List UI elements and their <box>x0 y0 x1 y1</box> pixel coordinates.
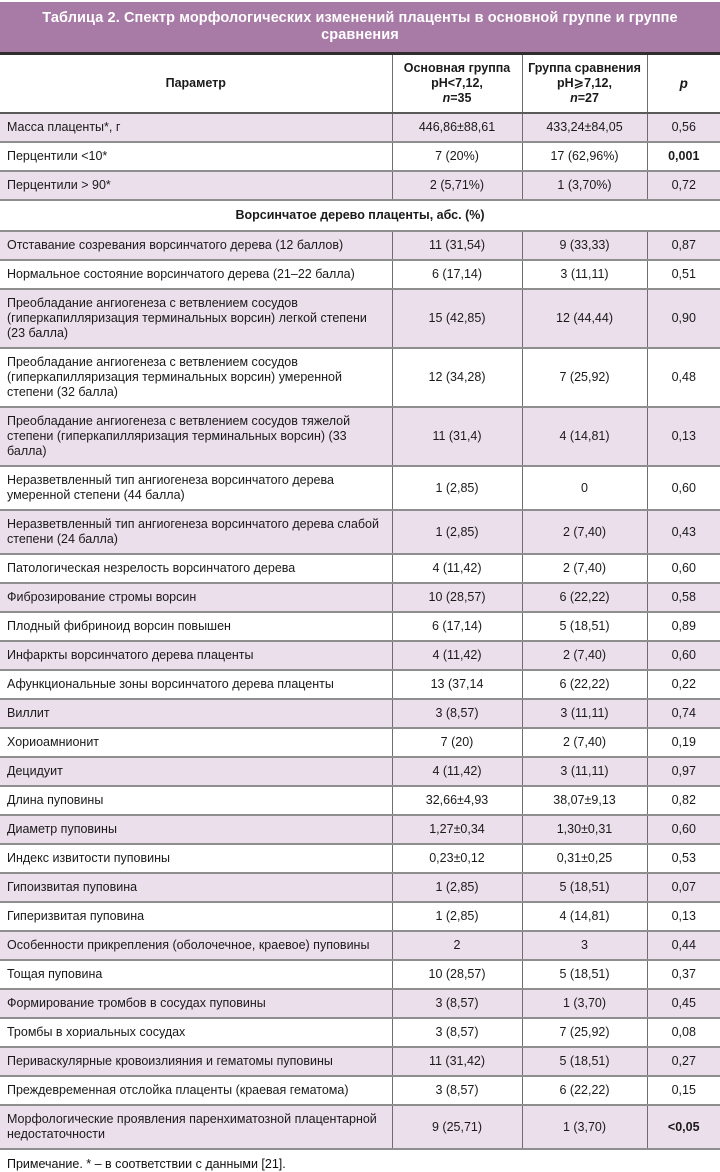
parameter-cell: Преобладание ангиогенеза с ветвлением сосудов (гиперкапилляризация терминальных ворсин) легкой степени (23 балла) <box>0 289 392 348</box>
p-value-cell: 0,48 <box>647 348 720 407</box>
table-row <box>0 260 720 289</box>
table-row <box>0 583 720 612</box>
parameter-cell: Длина пуповины <box>0 786 392 815</box>
main-group-value-cell: 3 (8,57) <box>392 989 522 1018</box>
comparison-group-value-cell: 2 (7,40) <box>522 728 647 757</box>
comp-group-n-value: =27 <box>577 91 599 105</box>
comparison-group-value-cell: 12 (44,44) <box>522 289 647 348</box>
p-value-cell: 0,60 <box>647 815 720 844</box>
p-value-cell: 0,90 <box>647 289 720 348</box>
main-group-value-cell: 4 (11,42) <box>392 641 522 670</box>
main-group-value-cell: 3 (8,57) <box>392 699 522 728</box>
main-group-line1: Основная группа <box>403 61 511 75</box>
main-group-value-cell: 446,86±88,61 <box>392 113 522 142</box>
table-row <box>0 348 720 407</box>
p-value-cell: 0,13 <box>647 407 720 466</box>
p-value-cell: 0,13 <box>647 902 720 931</box>
main-group-value-cell: 1 (2,85) <box>392 873 522 902</box>
p-value-cell: 0,60 <box>647 554 720 583</box>
parameter-cell: Гиперизвитая пуповина <box>0 902 392 931</box>
main-group-value-cell: 10 (28,57) <box>392 960 522 989</box>
comparison-group-value-cell: 0,31±0,25 <box>522 844 647 873</box>
parameter-cell: Гипоизвитая пуповина <box>0 873 392 902</box>
parameter-cell: Нормальное состояние ворсинчатого дерева (21–22 балла) <box>0 260 392 289</box>
column-header-p-value <box>647 55 720 113</box>
p-value-cell: 0,37 <box>647 960 720 989</box>
p-value-cell: 0,15 <box>647 1076 720 1105</box>
comparison-group-value-cell: 433,24±84,05 <box>522 113 647 142</box>
parameter-cell: Индекс извитости пуповины <box>0 844 392 873</box>
table-row <box>0 113 720 142</box>
main-group-value-cell: 32,66±4,93 <box>392 786 522 815</box>
comparison-group-value-cell: 5 (18,51) <box>522 960 647 989</box>
table-row <box>0 289 720 348</box>
parameter-cell: Хориоамнионит <box>0 728 392 757</box>
table-row <box>0 931 720 960</box>
comparison-group-value-cell: 7 (25,92) <box>522 348 647 407</box>
comparison-group-value-cell: 4 (14,81) <box>522 407 647 466</box>
p-value-cell: 0,27 <box>647 1047 720 1076</box>
main-group-value-cell: 11 (31,4) <box>392 407 522 466</box>
comparison-group-value-cell: 1 (3,70%) <box>522 171 647 200</box>
comparison-group-value-cell: 2 (7,40) <box>522 641 647 670</box>
column-header-main-group <box>392 55 522 113</box>
p-value-cell: <0,05 <box>647 1105 720 1149</box>
comparison-group-value-cell: 4 (14,81) <box>522 902 647 931</box>
main-group-value-cell: 9 (25,71) <box>392 1105 522 1149</box>
main-group-value-cell: 10 (28,57) <box>392 583 522 612</box>
parameter-cell: Плодный фибриноид ворсин повышен <box>0 612 392 641</box>
parameter-cell: Децидуит <box>0 757 392 786</box>
table-row <box>0 1105 720 1149</box>
table-row <box>0 1047 720 1076</box>
table-row <box>0 989 720 1018</box>
p-value-cell: 0,43 <box>647 510 720 554</box>
parameter-cell: Морфологические проявления паренхиматозной плацентарной недостаточности <box>0 1105 392 1149</box>
main-group-value-cell: 7 (20) <box>392 728 522 757</box>
comp-group-n: n <box>570 91 578 105</box>
parameter-cell: Виллит <box>0 699 392 728</box>
main-group-value-cell: 12 (34,28) <box>392 348 522 407</box>
table-row <box>0 844 720 873</box>
main-group-value-cell: 2 (5,71%) <box>392 171 522 200</box>
main-group-value-cell: 6 (17,14) <box>392 260 522 289</box>
parameter-cell: Фиброзирование стромы ворсин <box>0 583 392 612</box>
comparison-group-value-cell: 6 (22,22) <box>522 1076 647 1105</box>
comparison-group-value-cell: 9 (33,33) <box>522 231 647 260</box>
p-value-cell: 0,60 <box>647 641 720 670</box>
morphology-table <box>0 55 720 1150</box>
table-row <box>0 815 720 844</box>
main-group-n: n <box>442 91 451 105</box>
main-group-value-cell: 1 (2,85) <box>392 510 522 554</box>
main-group-value-cell: 7 (20%) <box>392 142 522 171</box>
table-row <box>0 171 720 200</box>
main-group-value-cell: 15 (42,85) <box>392 289 522 348</box>
p-value-cell: 0,60 <box>647 466 720 510</box>
comparison-group-value-cell: 2 (7,40) <box>522 510 647 554</box>
table-row <box>0 699 720 728</box>
table-row <box>0 1018 720 1047</box>
parameter-cell: Отставание созревания ворсинчатого дерева (12 баллов) <box>0 231 392 260</box>
parameter-cell: Перцентили <10* <box>0 142 392 171</box>
comparison-group-value-cell: 3 <box>522 931 647 960</box>
table-row <box>0 231 720 260</box>
p-value-cell: 0,07 <box>647 873 720 902</box>
table-header-row <box>0 55 720 113</box>
parameter-cell: Формирование тромбов в сосудах пуповины <box>0 989 392 1018</box>
table-row <box>0 873 720 902</box>
parameter-cell: Преобладание ангиогенеза с ветвлением сосудов тяжелой степени (гиперкапилляризация терминальных ворсин) (33 балла) <box>0 407 392 466</box>
main-group-value-cell: 0,23±0,12 <box>392 844 522 873</box>
p-label: p <box>679 75 688 91</box>
p-value-cell: 0,19 <box>647 728 720 757</box>
main-group-value-cell: 6 (17,14) <box>392 612 522 641</box>
comparison-group-value-cell: 5 (18,51) <box>522 612 647 641</box>
table-footnote: Примечание. * – в соответствии с данными [21]. <box>7 1157 286 1171</box>
parameter-cell: Инфаркты ворсинчатого дерева плаценты <box>0 641 392 670</box>
table-row <box>0 728 720 757</box>
p-value-cell: 0,87 <box>647 231 720 260</box>
comparison-group-value-cell: 38,07±9,13 <box>522 786 647 815</box>
table-row <box>0 510 720 554</box>
main-group-value-cell: 1,27±0,34 <box>392 815 522 844</box>
p-value-cell: 0,82 <box>647 786 720 815</box>
section-header-row <box>0 200 720 231</box>
comparison-group-value-cell: 1 (3,70) <box>522 1105 647 1149</box>
table-row <box>0 757 720 786</box>
table-row <box>0 142 720 171</box>
comparison-group-value-cell: 5 (18,51) <box>522 873 647 902</box>
table-title-bar <box>0 2 720 55</box>
table-row <box>0 960 720 989</box>
main-group-value-cell: 4 (11,42) <box>392 757 522 786</box>
p-value-cell: 0,001 <box>647 142 720 171</box>
comp-group-line1: Группа сравнения <box>528 61 641 75</box>
table-title: Таблица 2. Спектр морфологических изменений плаценты в основной группе и группе сравнения <box>42 10 678 43</box>
comparison-group-value-cell: 3 (11,11) <box>522 260 647 289</box>
parameter-cell: Периваскулярные кровоизлияния и гематомы пуповины <box>0 1047 392 1076</box>
parameter-cell: Афункциональные зоны ворсинчатого дерева плаценты <box>0 670 392 699</box>
comparison-group-value-cell: 3 (11,11) <box>522 699 647 728</box>
comparison-group-value-cell: 1 (3,70) <box>522 989 647 1018</box>
table-row <box>0 1076 720 1105</box>
p-value-cell: 0,58 <box>647 583 720 612</box>
parameter-cell: Преобладание ангиогенеза с ветвлением сосудов (гиперкапилляризация терминальных ворсин) умеренной степени (32 балла) <box>0 348 392 407</box>
p-value-cell: 0,97 <box>647 757 720 786</box>
main-group-value-cell: 2 <box>392 931 522 960</box>
parameter-cell: Особенности прикрепления (оболочечное, краевое) пуповины <box>0 931 392 960</box>
main-group-value-cell: 3 (8,57) <box>392 1076 522 1105</box>
p-value-cell: 0,56 <box>647 113 720 142</box>
main-group-value-cell: 1 (2,85) <box>392 902 522 931</box>
column-header-comparison-group <box>522 55 647 113</box>
parameter-cell: Тромбы в хориальных сосудах <box>0 1018 392 1047</box>
comparison-group-value-cell: 1,30±0,31 <box>522 815 647 844</box>
main-group-value-cell: 3 (8,57) <box>392 1018 522 1047</box>
parameter-cell: Неразветвленный тип ангиогенеза ворсинчатого дерева умеренной степени (44 балла) <box>0 466 392 510</box>
comparison-group-value-cell: 5 (18,51) <box>522 1047 647 1076</box>
parameter-cell: Патологическая незрелость ворсинчатого дерева <box>0 554 392 583</box>
main-group-value-cell: 11 (31,54) <box>392 231 522 260</box>
parameter-cell: Масса плаценты*, г <box>0 113 392 142</box>
main-group-value-cell: 4 (11,42) <box>392 554 522 583</box>
table-row <box>0 786 720 815</box>
comparison-group-value-cell: 3 (11,11) <box>522 757 647 786</box>
table-row <box>0 612 720 641</box>
section-header-label: Ворсинчатое дерево плаценты, абс. (%) <box>0 200 720 231</box>
main-group-value-cell: 13 (37,14 <box>392 670 522 699</box>
table-row <box>0 554 720 583</box>
comparison-group-value-cell: 6 (22,22) <box>522 670 647 699</box>
comp-group-line2: pH⩾7,12, <box>557 76 612 90</box>
table-row <box>0 902 720 931</box>
p-value-cell: 0,51 <box>647 260 720 289</box>
p-value-cell: 0,89 <box>647 612 720 641</box>
parameter-cell: Тощая пуповина <box>0 960 392 989</box>
p-value-cell: 0,44 <box>647 931 720 960</box>
table-row <box>0 670 720 699</box>
table-row <box>0 466 720 510</box>
main-group-value-cell: 11 (31,42) <box>392 1047 522 1076</box>
comparison-group-value-cell: 2 (7,40) <box>522 554 647 583</box>
table-row <box>0 641 720 670</box>
main-group-n-value: =35 <box>450 91 472 105</box>
p-value-cell: 0,72 <box>647 171 720 200</box>
parameter-cell: Диаметр пуповины <box>0 815 392 844</box>
table-row <box>0 407 720 466</box>
comparison-group-value-cell: 7 (25,92) <box>522 1018 647 1047</box>
parameter-cell: Неразветвленный тип ангиогенеза ворсинчатого дерева слабой степени (24 балла) <box>0 510 392 554</box>
main-group-value-cell: 1 (2,85) <box>392 466 522 510</box>
p-value-cell: 0,45 <box>647 989 720 1018</box>
parameter-cell: Перцентили > 90* <box>0 171 392 200</box>
main-group-line2: pH<7,12, <box>431 76 483 90</box>
p-value-cell: 0,08 <box>647 1018 720 1047</box>
comparison-group-value-cell: 0 <box>522 466 647 510</box>
parameter-cell: Преждевременная отслойка плаценты (краевая гематома) <box>0 1076 392 1105</box>
comparison-group-value-cell: 6 (22,22) <box>522 583 647 612</box>
comparison-group-value-cell: 17 (62,96%) <box>522 142 647 171</box>
column-header-parameter: Параметр <box>0 55 392 113</box>
p-value-cell: 0,74 <box>647 699 720 728</box>
p-value-cell: 0,22 <box>647 670 720 699</box>
p-value-cell: 0,53 <box>647 844 720 873</box>
